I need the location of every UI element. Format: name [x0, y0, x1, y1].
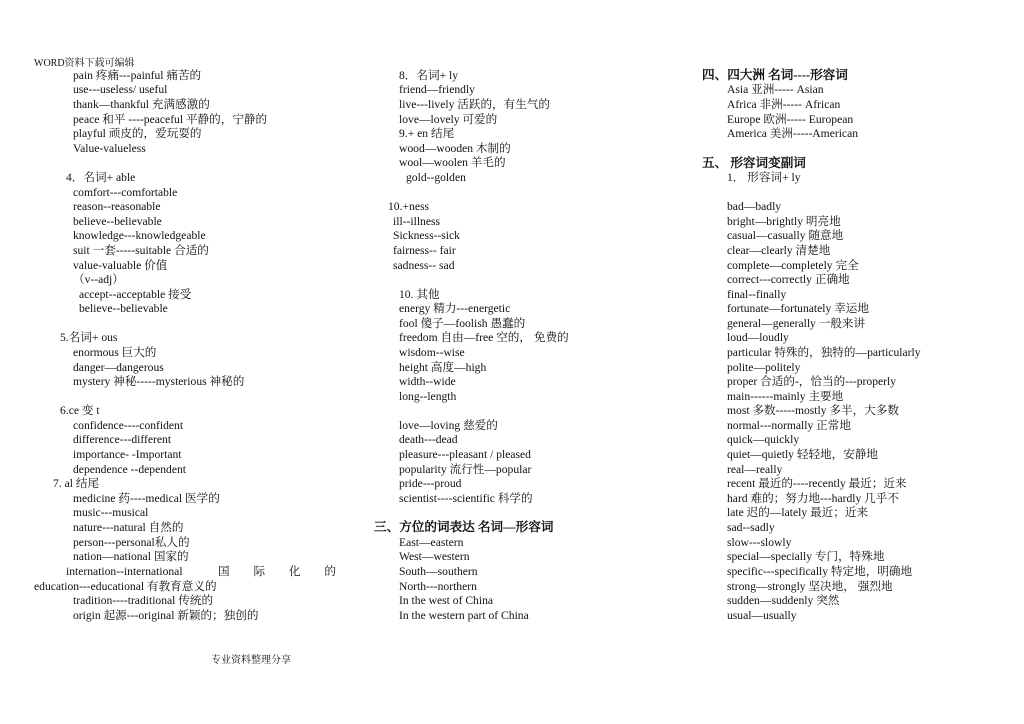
text-line: sad--sadly [727, 521, 775, 534]
text-line: value-valuable 价值 [73, 259, 168, 272]
text-line: peace 和平 ----peaceful 平静的，宁静的 [73, 113, 268, 126]
text-line: pleasure---pleasant / pleased [399, 448, 531, 461]
section-heading: 三、方位的词表达 名词—形容词 [374, 520, 554, 534]
text-line: love—lovely 可爱的 [399, 113, 498, 126]
text-line: confidence----confident [73, 419, 184, 432]
text-line: thank—thankful 充满感激的 [73, 98, 210, 111]
spread-char: 的 [324, 565, 336, 578]
text-line: internation--international [66, 565, 183, 578]
text-line: difference---different [73, 433, 172, 446]
text-line: wool—woolen 羊毛的 [399, 156, 506, 169]
text-line: North---northern [399, 580, 477, 593]
text-line: education---educational 有教育意义的 [34, 580, 217, 593]
text-line: popularity 流行性—popular [399, 463, 532, 476]
text-line: fortunate—fortunately 幸运地 [727, 302, 869, 315]
text-line: gold--golden [406, 171, 466, 184]
text-line: wisdom--wise [399, 346, 465, 359]
text-line: sadness-- sad [393, 259, 455, 272]
section-label: 5.名词+ ous [60, 331, 118, 344]
text-line: long--length [399, 390, 457, 403]
text-line: West—western [399, 550, 470, 563]
text-line: death---dead [399, 433, 458, 446]
text-line: knowledge---knowledgeable [73, 229, 206, 242]
text-line: wood—wooden 木制的 [399, 142, 511, 155]
text-line: pride---proud [399, 477, 462, 490]
text-line: specific---specifically 特定地，明确地 [727, 565, 913, 578]
text-line: nation—national 国家的 [73, 550, 189, 563]
text-line: quiet—quietly 轻轻地，安静地 [727, 448, 879, 461]
section-label: 4．名词+ able [66, 171, 136, 184]
text-line: East—eastern [399, 536, 464, 549]
text-line: special—specially 专门，特殊地 [727, 550, 885, 563]
text-line: love—loving 慈爱的 [399, 419, 498, 432]
spread-char: 际 [253, 565, 266, 578]
text-line: Sickness--sick [393, 229, 460, 242]
text-line: hard 难的；努力地---hardly 几乎不 [727, 492, 899, 505]
text-line: nature---natural 自然的 [73, 521, 184, 534]
text-line: quick—quickly [727, 433, 800, 446]
text-line: America 美洲-----American [727, 127, 859, 140]
text-line: importance- -Important [73, 448, 182, 461]
text-line: bright—brightly 明亮地 [727, 215, 841, 228]
section-label: 9.+ en 结尾 [399, 127, 455, 140]
text-line: scientist----scientific 科学的 [399, 492, 533, 505]
text-line: Value-valueless [73, 142, 146, 155]
text-line: medicine 药----medical 医学的 [73, 492, 220, 505]
text-line: reason--reasonable [73, 200, 161, 213]
spread-char: 化 [288, 565, 301, 578]
text-line: tradition----traditional 传统的 [73, 594, 214, 607]
text-line: accept--acceptable 接受 [79, 288, 192, 301]
text-line: ill--illness [393, 215, 441, 228]
text-line: recent 最近的----recently 最近；近来 [727, 477, 907, 490]
text-line: person---personal私人的 [73, 536, 190, 549]
text-line: normal---normally 正常地 [727, 419, 851, 432]
text-line: freedom 自由—free 空的， 免费的 [399, 331, 569, 344]
text-line: height 高度—high [399, 361, 487, 374]
text-line: friend—friendly [399, 83, 475, 96]
text-line: music---musical [73, 506, 149, 519]
text-line: In the west of China [399, 594, 494, 607]
text-line: complete—completely 完全 [727, 259, 859, 272]
text-line: proper 合适的-，恰当的---properly [727, 375, 897, 388]
spread-text [218, 565, 336, 579]
text-line: real—really [727, 463, 783, 476]
text-line: late 迟的—lately 最近；近来 [727, 506, 869, 519]
text-line: fairness-- fair [393, 244, 456, 257]
text-line: fool 傻子—foolish 愚蠢的 [399, 317, 526, 330]
text-line: Africa 非洲----- African [727, 98, 841, 111]
section-label: 7. al 结尾 [53, 477, 100, 490]
text-line: enormous 巨大的 [73, 346, 157, 359]
section-label: 10. 其他 [399, 288, 440, 301]
text-line: dependence --dependent [73, 463, 186, 476]
text-line: playful 顽皮的，爱玩耍的 [73, 127, 202, 140]
text-line: believe--believable [73, 215, 162, 228]
text-line: usual—usually [727, 609, 797, 622]
text-line: sudden—suddenly 突然 [727, 594, 840, 607]
text-line: final--finally [727, 288, 787, 301]
text-line: slow---slowly [727, 536, 792, 549]
text-line: general—generally 一般来讲 [727, 317, 866, 330]
text-line: width--wide [399, 375, 456, 388]
text-line: mystery 神秘-----mysterious 神秘的 [73, 375, 245, 388]
text-line: danger—dangerous [73, 361, 164, 374]
text-line: believe--believable [79, 302, 168, 315]
text-line: In the western part of China [399, 609, 529, 622]
text-line: casual—casually 随意地 [727, 229, 844, 242]
text-line: Asia 亚洲----- Asian [727, 83, 824, 96]
text-line: energy 精力---energetic [399, 302, 511, 315]
text-line: main------mainly 主要地 [727, 390, 844, 403]
section-heading: 五、 形容词变副词 [702, 156, 806, 170]
text-line: correct---correctly 正确地 [727, 273, 850, 286]
text-line: pain 疼痛---painful 痛苦的 [73, 69, 202, 82]
text-line: Europe 欧洲----- European [727, 113, 854, 126]
text-line: （v--adj） [73, 273, 124, 286]
footer-note: 专业资料整理分享 [211, 655, 291, 666]
text-line: clear—clearly 清楚地 [727, 244, 831, 257]
section-label: 6.ce 变 t [60, 404, 100, 417]
text-line: comfort---comfortable [73, 186, 178, 199]
text-line: most 多数-----mostly 多半，大多数 [727, 404, 899, 417]
text-line: bad—badly [727, 200, 782, 213]
text-line: use---useless/ useful [73, 83, 168, 96]
section-label: 1． 形容词+ ly [727, 171, 801, 184]
spread-char: 国 [218, 565, 230, 578]
text-line: particular 特殊的，独特的—particularly [727, 346, 921, 359]
text-line: polite—politely [727, 361, 801, 374]
text-line: origin 起源---original 新颖的；独创的 [73, 609, 259, 622]
text-line: loud—loudly [727, 331, 789, 344]
text-line: strong—strongly 坚决地， 强烈地 [727, 580, 893, 593]
header-note: WORD资料下载可编辑 [34, 58, 135, 69]
text-line: live---lively 活跃的，有生气的 [399, 98, 551, 111]
section-heading: 四、四大洲 名词----形容词 [702, 68, 848, 82]
text-line: suit 一套-----suitable 合适的 [73, 244, 209, 257]
section-label: 10.+ness [388, 200, 429, 213]
text-line: South—southern [399, 565, 478, 578]
section-label: 8．名词+ ly [399, 69, 459, 82]
